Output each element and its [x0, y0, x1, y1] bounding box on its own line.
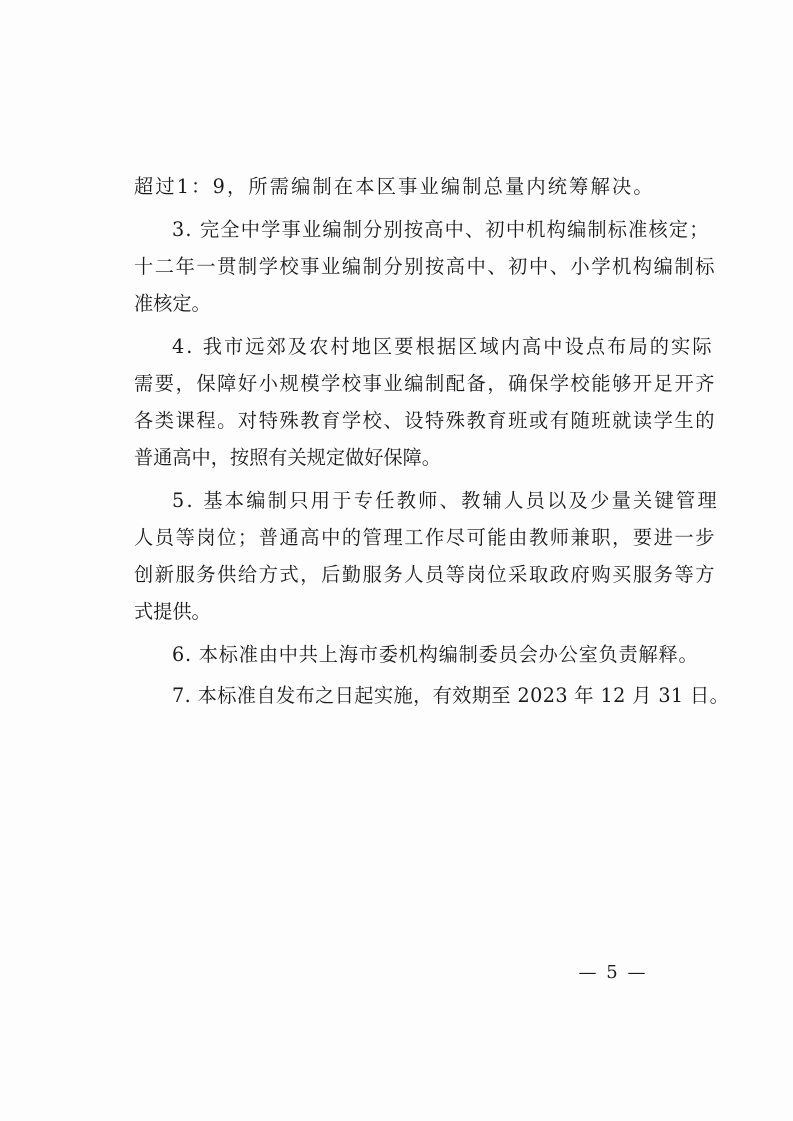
item-4-line-3: 各类课程。对特殊教育学校、设特殊教育班或有随班就读学生的 — [134, 409, 717, 432]
item-5-line-1: 5. 基本编制只用于专任教师、教辅人员以及少量关键管理 — [172, 489, 720, 512]
item-5-line-4: 式提供。 — [134, 600, 211, 623]
page-number: — 5 — — [578, 962, 648, 983]
item-5-line-3: 创新服务供给方式，后勤服务人员等岗位采取政府购买服务等方 — [134, 563, 717, 586]
item-7-line-1: 7. 本标准自发布之日起实施，有效期至 2023 年 12 月 31 日。 — [172, 684, 730, 707]
item-3-line-3: 准核定。 — [134, 292, 211, 315]
item-5-line-2: 人员等岗位；普通高中的管理工作尽可能由教师兼职，要进一步 — [134, 526, 717, 549]
item-3-line-1: 3. 完全中学事业编制分别按高中、初中机构编制标准核定； — [172, 218, 710, 241]
text-line-continuation: 超过1：9，所需编制在本区事业编制总量内统筹解决。 — [134, 175, 655, 198]
item-4-line-1: 4. 我市远郊及农村地区要根据区域内高中设点布局的实际 — [172, 335, 714, 358]
item-4-line-4: 普通高中，按照有关规定做好保障。 — [134, 446, 441, 469]
document-body — [134, 168, 730, 714]
item-6-line-1: 6. 本标准由中共上海市委机构编制委员会办公室负责解释。 — [172, 643, 699, 666]
item-4-line-2: 需要，保障好小规模学校事业编制配备，确保学校能够开足开齐 — [134, 372, 717, 395]
item-3-line-2: 十二年一贯制学校事业编制分别按高中、初中、小学机构编制标 — [134, 255, 717, 278]
